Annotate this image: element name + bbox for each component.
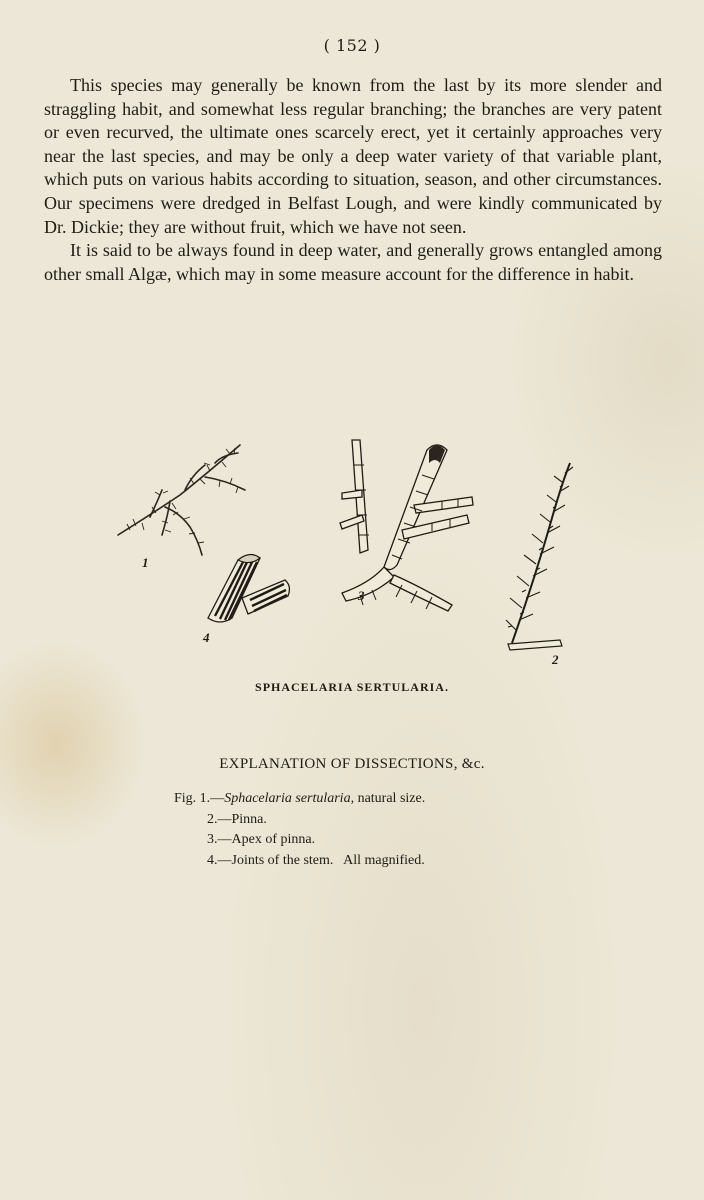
figure-label-1: 1 (142, 555, 149, 570)
dissections-list (174, 789, 425, 871)
body-text (44, 74, 662, 286)
explanation-heading: EXPLANATION OF DISSECTIONS, &c. (219, 756, 485, 772)
figure-caption: SPHACELARIA SERTULARIA. (255, 680, 449, 694)
dissection-item-1: Fig. 1.—Sphacelaria sertularia, natural size. (174, 791, 426, 806)
figure-label-2: 2 (552, 652, 559, 667)
figure-label-4: 4 (203, 630, 210, 645)
figure-illustration (100, 430, 620, 675)
figure-2-drawing (500, 458, 590, 658)
dissection-item-4: 4.—Joints of the stem. All magnified. (207, 852, 425, 868)
figure-4-drawing (200, 548, 310, 643)
page-number: ( 152 ) (323, 36, 381, 55)
paragraph-2: It is said to be always found in deep water, and generally grows entangled among other small Algæ, which may in some measure account for the difference in habit. (44, 240, 662, 284)
figure-1-drawing (110, 435, 260, 565)
dissection-item-2: 2.—Pinna. (207, 811, 267, 827)
figure-3-drawing (332, 435, 492, 635)
paragraph-1: This species may generally be known from the last by its more slender and straggling habit, and somewhat less regular branching; the branches are very patent or even recurved, the ultimate ones scarcely erect, yet it certainly approaches very near the last species, and may be only a deep water variety of that variable plant, which puts on various habits according to situation, season, and other circumstances. Our specimens were dredged in Belfast Lough, and were kindly communicated by Dr. Dickie; they are without fruit, which we have not seen. (44, 75, 662, 237)
dissection-item-3: 3.—Apex of pinna. (207, 832, 316, 847)
figure-label-3: 3 (358, 588, 365, 603)
